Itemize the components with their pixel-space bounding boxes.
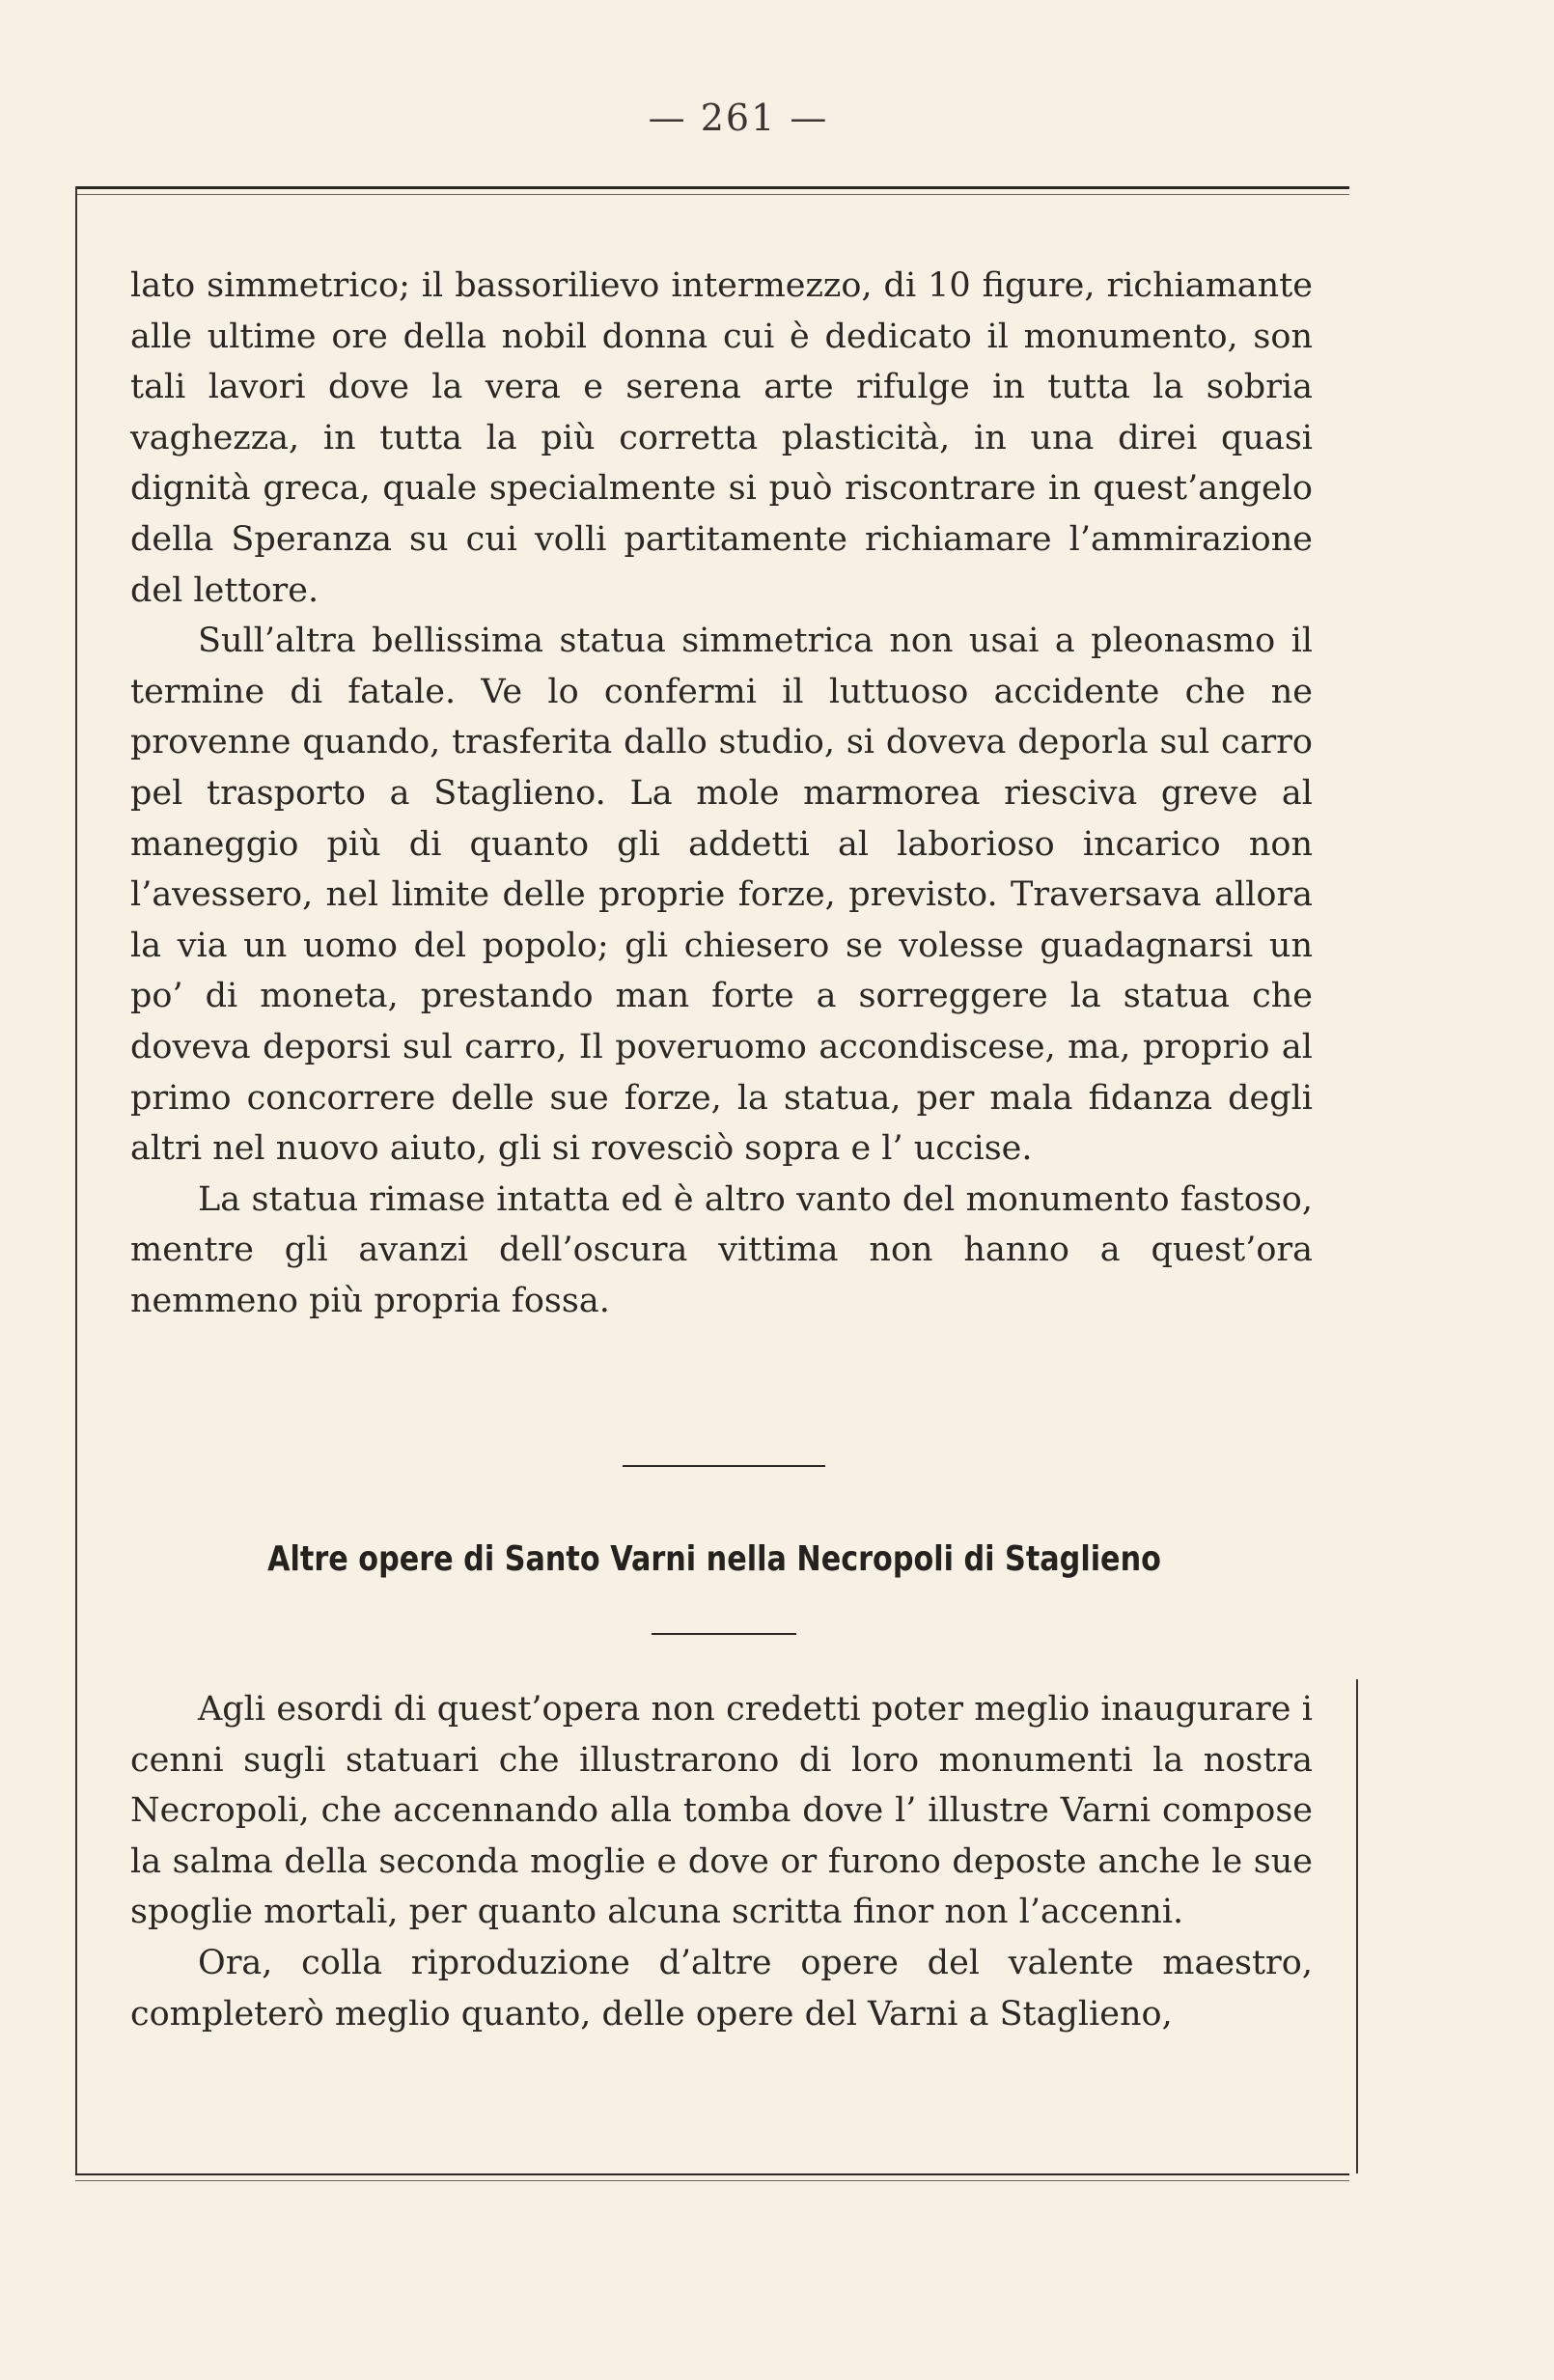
page-frame-left-rule	[75, 186, 77, 1480]
section-divider-lower	[652, 1633, 796, 1635]
section-divider-upper	[623, 1465, 825, 1467]
paragraph: lato simmetrico; il bassorilievo intermezzo, di 10 figure, richiamante alle ultime ore della nobil donna cui è dedicato il monumento, son tali lavori dove la vera e serena arte rifulge in tutta la sobria vaghezza, in tutta la più corretta plasticità, in una direi quasi dignità greca, quale specialmente si può riscontrare in quest’angelo della Speranza su cui volli partitamente richiamare l’ammirazione del lettore.	[130, 266, 1313, 610]
page-frame-left-lower-rule	[75, 1457, 77, 2173]
body-text-section-two	[130, 1684, 1313, 2039]
page-frame-top-thin-rule	[75, 194, 1349, 195]
body-text-section-one	[130, 261, 1313, 1326]
paragraph: Agli esordi di quest’opera non credetti poter meglio inaugurare i cenni sugli statuari che illustrarono di loro monumenti la nostra Necropoli, che accennando alla tomba dove l’ illustre Varni compose la salma della seconda moglie e dove or furono deposte anche le sue spoglie mortali, per quanto alcuna scritta finor non l’accenni.	[130, 1690, 1313, 1932]
paragraph: La statua rimase intatta ed è altro vanto del monumento fastoso, mentre gli avanzi dell’oscura vittima non hanno a quest’ora nemmeno più propria fossa.	[130, 1179, 1313, 1320]
page-frame-bottom-rule	[75, 2173, 1349, 2175]
page-frame-top-rule	[75, 186, 1349, 189]
section-heading: Altre opere di Santo Varni nella Necropoli di Staglieno	[267, 1539, 1161, 1579]
page-frame-bottom-thin-rule	[75, 2180, 1349, 2181]
paragraph: Sull’altra bellissima statua simmetrica non usai a pleonasmo il termine di fatale. Ve lo confermi il luttuoso accidente che ne provenne quando, trasferita dallo studio, si doveva deporla sul carro pel trasporto a Staglieno. La mole marmorea riesciva greve al maneggio più di quanto gli addetti al laborioso incarico non l’avessero, nel limite delle proprie forze, previsto. Traversava allora la via un uomo del popolo; gli chiesero se volesse guadagnarsi un po’ di moneta, prestando man forte a sorreggere la statua che doveva deporsi sul carro, Il poveruomo accondiscese, ma, proprio al primo concorrere delle sue forze, la statua, per mala fidanza degli altri nel nuovo aiuto, gli si rovesciò sopra e l’ uccise.	[130, 622, 1313, 1169]
page-number: — 261 —	[648, 97, 829, 139]
paragraph: Ora, colla riproduzione d’altre opere del valente maestro, completerò meglio quanto, delle opere del Varni a Staglieno,	[130, 1943, 1313, 2034]
page-frame-right-rule	[1356, 1679, 1358, 2173]
